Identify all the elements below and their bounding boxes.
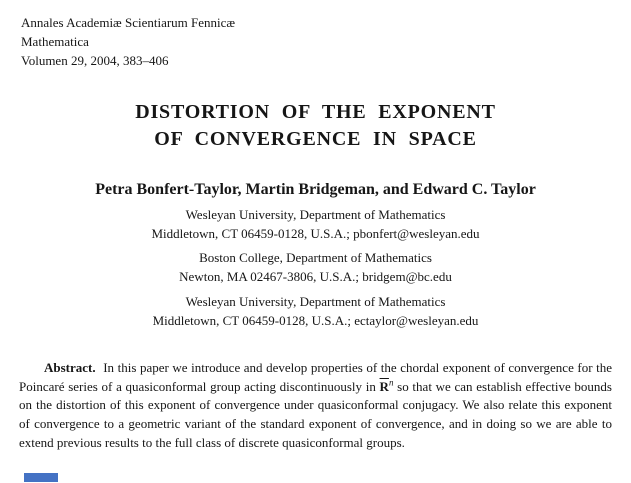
affiliation-2 (0, 248, 631, 286)
journal-header (21, 13, 235, 70)
paper-title (0, 99, 631, 153)
affiliation-1-institution: Wesleyan University, Department of Mathematics (185, 207, 446, 222)
journal-name: Annales Academiæ Scientiarum Fennicæ (21, 15, 236, 30)
abstract-text-after: so that we can establish effective bounds on the distortion of this exponent of convergence under quasiconformal conjugacy. We also relate this exponent of convergence to a geometric variant of the standard exponent of convergence, and in doing so we are able to extend previous results to the full class of discrete quasiconformal groups. (19, 378, 612, 450)
affiliation-2-institution: Boston College, Department of Mathematics (199, 250, 432, 265)
rbar-closure-symbol: $\overline{R}$ (379, 378, 389, 394)
title-line-2: OF CONVERGENCE IN SPACE (154, 128, 477, 150)
abstract-text-before: In this paper we introduce and develop properties of the chordal exponent of convergence for the Poincaré series of a quasiconformal group acting discontinuously in (19, 360, 613, 394)
title-line-1: DISTORTION OF THE EXPONENT (135, 101, 496, 123)
link-annotation-marker (24, 473, 58, 482)
volume-info: Volumen 29, 2004, 383–406 (21, 53, 169, 68)
affiliation-3-institution: Wesleyan University, Department of Mathematics (185, 294, 446, 309)
journal-series: Mathematica (21, 34, 89, 49)
affiliation-3 (0, 292, 631, 330)
rbar-exponent: n (388, 377, 394, 388)
affiliation-1 (0, 205, 631, 243)
abstract (19, 359, 612, 453)
authors-line: Petra Bonfert-Taylor, Martin Bridgeman, and Edward C. Taylor (95, 181, 536, 198)
affiliation-3-address: Middletown, CT 06459-0128, U.S.A.; ectaylor@wesleyan.edu (152, 313, 479, 328)
affiliation-1-address: Middletown, CT 06459-0128, U.S.A.; pbonfert@wesleyan.edu (151, 226, 480, 241)
affiliation-2-address: Newton, MA 02467-3806, U.S.A.; bridgem@bc.edu (179, 269, 452, 284)
abstract-label: Abstract. (44, 360, 96, 375)
